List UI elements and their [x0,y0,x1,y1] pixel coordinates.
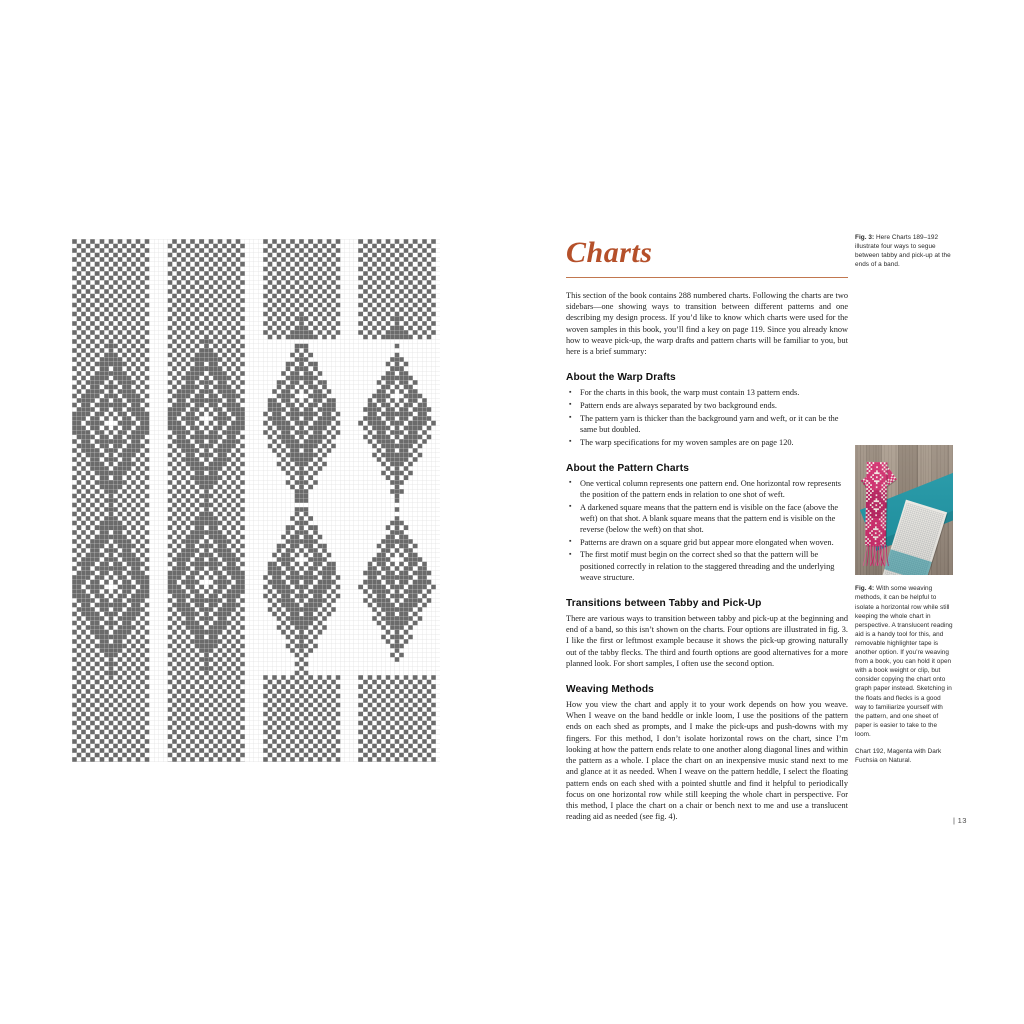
list-item: ▪ The pattern yarn is thicker than the background yarn and weft, or it can be the same but doubled. [578,413,848,435]
list-item: ▪ A darkened square means that the pattern end is visible on the face (above the weft) on that shot. A blank square means that the pattern end is visible on the reverse (below the weft) on that shot. [578,502,848,536]
woven-band-photo-canvas [855,445,953,575]
bullet-list-warp-drafts [566,387,848,448]
title-divider [566,277,848,278]
main-text-column [566,230,848,822]
figure-4-label: Fig. 4: [855,585,875,593]
list-item: ▪ One vertical column represents one pattern end. One horizontal row represents the position of the pattern ends in relation to one shot of weft. [578,478,848,500]
figure-3-caption-text: Here Charts 189–192 illustrate four ways to segue between tabby and pick-up at the ends of a band. [855,234,951,269]
pattern-chart-canvas [72,239,440,762]
section-heading-weaving-methods: Weaving Methods [566,684,654,696]
pattern-charts-grid [72,239,440,762]
photo-credit-caption: Chart 192, Magenta with Dark Fuchsia on Natural. [855,747,942,765]
right-page [566,230,966,850]
bullet-list-pattern-charts [566,478,848,583]
figure-4-caption-text: With some weaving methods, it can be helpful to isolate a horizontal row while still keeping the whole chart in perspective. A translucent reading aid is a handy tool for this, and removable highlighter tape is another option. If you’re weaving from a book, you can hold it open with a book weight or clip, but consider copying the chart onto graph paper instead. Sketching in the floats and flecks is a good way to familiarize yourself with the pattern, and one sheet of paper is easier to take to the loom. [855,585,953,738]
side-caption-column [855,233,953,765]
figure-4-caption [855,584,953,739]
section-heading-pattern-charts: About the Pattern Charts [566,462,689,474]
intro-paragraph: This section of the book contains 288 numbered charts. Following the charts are two sidebars—one showing ways to transition between different patterns and one describing my design process. If you’d like to know which charts were used for the woven samples in this book, you’ll find a key on page 119. Since you already know how to weave pick-up, the warp drafts and pattern charts will be familiar to you, but here is a brief summary: [566,291,848,357]
transitions-paragraph: There are various ways to transition between tabby and pick-up at the beginning and end of a band, so this isn’t shown on the charts. Four options are illustrated in fig. 3. I like the first or leftmost example because it shows the pick-up growing naturally out of the tabby flecks. The third and fourth options are good alternatives for a more planned look. For short samples, I often use the second option. [566,614,848,668]
list-item: ▪ Patterns are drawn on a square grid but appear more elongated when woven. [578,537,848,548]
list-item: ▪ The warp specifications for my woven samples are on page 120. [578,437,848,448]
page-folio: | 13 [953,816,967,825]
list-item: ▪ For the charts in this book, the warp must contain 13 pattern ends. [578,387,848,398]
section-heading-transitions: Transitions between Tabby and Pick-Up [566,598,762,610]
list-item: ▪ Pattern ends are always separated by two background ends. [578,400,848,411]
weaving-methods-paragraph: How you view the chart and apply it to your work depends on how you weave. When I weave on the band heddle or inkle loom, I use the positions of the pattern ends on each shed as prompts, and I make the pick-ups and push-downs with my fingers. For this method, I don’t isolate horizontal rows on the chart, since I’m looking at how the pattern ends relate to one another along diagonal lines and within the pattern as a whole. I place the chart on an inexpensive music stand next to me and glance at it as needed. When I weave on the pattern heddle, I select the floating pattern ends on each shed with a pointed shuttle and find it helpful to periodically focus on one horizontal row while still keeping the whole chart in perspective. For this method, I place the chart on a chair or bench next to me and use a translucent reading aid as needed (see fig. 4). [566,700,848,822]
figure-4-photo [855,445,953,575]
section-heading-warp-drafts: About the Warp Drafts [566,372,676,384]
figure-3-caption [855,233,953,269]
list-item: ▪ The first motif must begin on the correct shed so that the pattern will be positioned correctly in relation to the staggered threading and the underlying weave structure. [578,549,848,583]
figure-3-label: Fig. 3: [855,234,875,241]
page-title: Charts [566,236,653,269]
